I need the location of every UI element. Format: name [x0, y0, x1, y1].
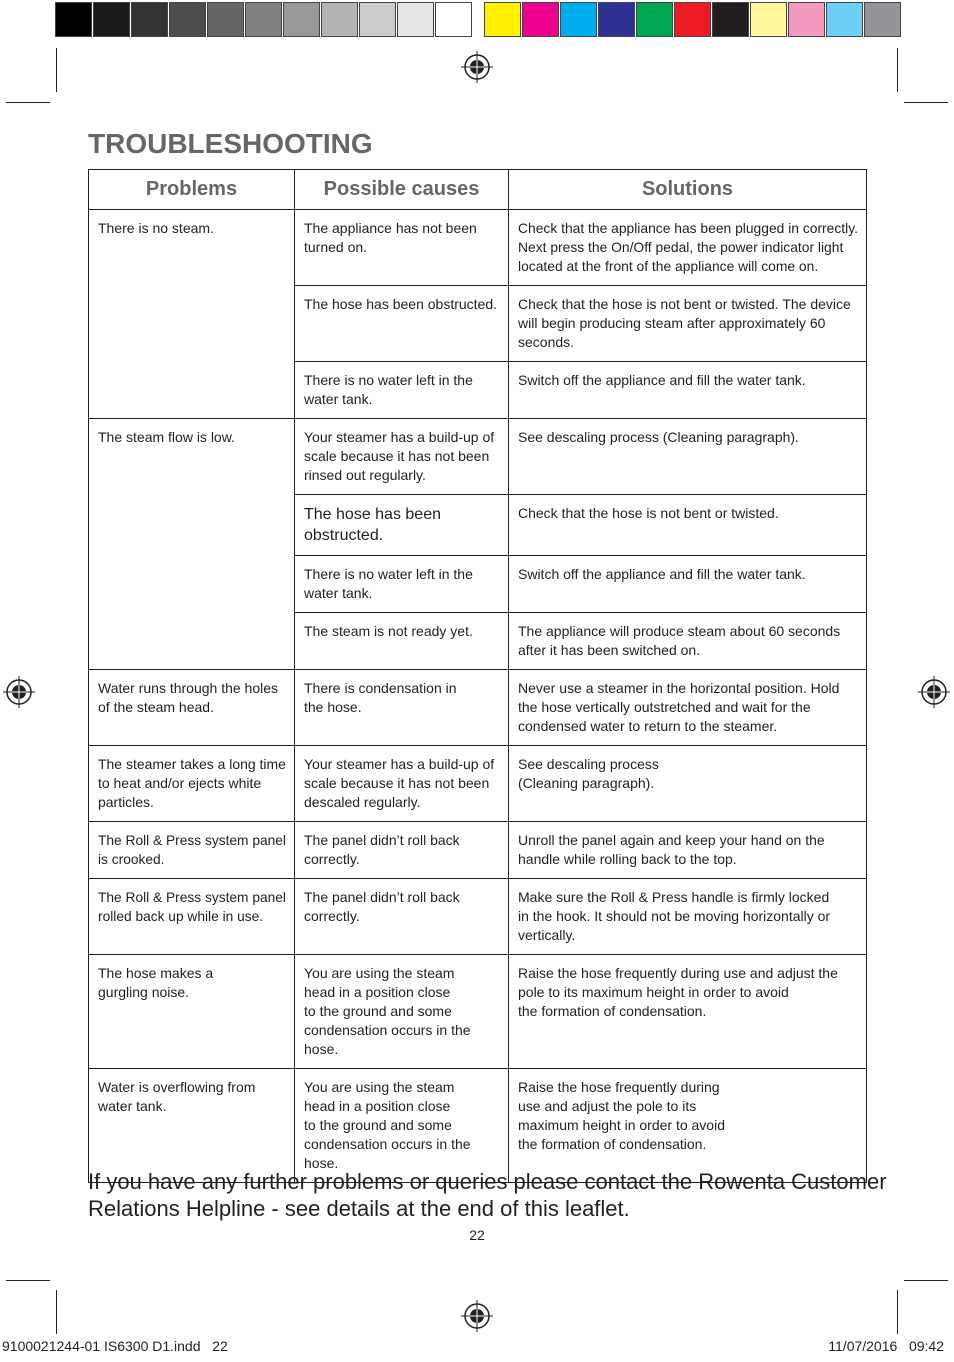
troubleshooting-table [88, 169, 867, 1183]
table-row [89, 879, 867, 955]
color-swatch [321, 2, 358, 37]
table-header-row [89, 170, 867, 210]
cause-cell: The panel didn’t roll back correctly. [295, 879, 509, 955]
crop-mark-bottom-left-v [56, 1290, 57, 1334]
color-swatch [750, 2, 787, 37]
color-swatch [522, 2, 559, 37]
cause-cell: The panel didn’t roll back correctly. [295, 822, 509, 879]
color-swatch [484, 2, 521, 37]
problem-cell: The hose makes a gurgling noise. [89, 955, 295, 1069]
cause-cell: The appliance has not been turned on. [295, 210, 509, 286]
registration-mark-bottom [461, 1300, 493, 1332]
table-row [89, 419, 867, 495]
registration-mark-top [461, 51, 493, 83]
cause-cell: There is no water left in the water tank. [295, 362, 509, 419]
cause-cell: There is no water left in the water tank. [295, 556, 509, 613]
solution-cell: See descaling process (Cleaning paragraph). [509, 746, 867, 822]
problem-cell: The Roll & Press system panel is crooked. [89, 822, 295, 879]
problem-cell: Water is overflowing from water tank. [89, 1069, 295, 1183]
solution-cell: Switch off the appliance and fill the water tank. [509, 556, 867, 613]
color-swatch [397, 2, 434, 37]
page-title: TROUBLESHOOTING [88, 128, 373, 159]
color-swatch [674, 2, 711, 37]
color-swatch [55, 2, 92, 37]
problem-cell: There is no steam. [89, 210, 295, 419]
solution-cell: The appliance will produce steam about 60 seconds after it has been switched on. [509, 613, 867, 670]
solution-cell: Raise the hose frequently during use and adjust the pole to its maximum height in order to avoid the formation of condensation. [509, 1069, 867, 1183]
crop-mark-top-left-v [56, 48, 57, 92]
solution-cell: Check that the hose is not bent or twisted. The device will begin producing steam after approximately 60 seconds. [509, 286, 867, 362]
color-swatch [712, 2, 749, 37]
solution-cell: Raise the hose frequently during use and adjust the pole to its maximum height in order to avoid the formation of condensation. [509, 955, 867, 1069]
color-swatch [169, 2, 206, 37]
registration-mark-right [918, 676, 950, 708]
table-row [89, 210, 867, 286]
cause-cell: Your steamer has a build-up of scale because it has not been rinsed out regularly. [295, 419, 509, 495]
process-color-bar [484, 2, 902, 39]
crop-mark-bottom-right-h [904, 1280, 948, 1281]
solution-cell: Check that the hose is not bent or twisted. [509, 495, 867, 556]
registration-mark-left [3, 676, 35, 708]
cause-cell: Your steamer has a build-up of scale because it has not been descaled regularly. [295, 746, 509, 822]
color-swatch [435, 2, 472, 37]
cause-cell: The hose has been obstructed. [295, 495, 509, 556]
table-row [89, 955, 867, 1069]
header-solutions: Solutions [509, 170, 867, 210]
table-row [89, 670, 867, 746]
contact-note: If you have any further problems or queries please contact the Rowenta Customer Relations Helpline - see details at the end of this leaflet. [88, 1169, 887, 1221]
solution-cell: Check that the appliance has been plugged in correctly. Next press the On/Off pedal, the power indicator light located at the front of the appliance will come on. [509, 210, 867, 286]
date-slug: 11/07/2016 09:42 [828, 1338, 944, 1354]
solution-cell: Never use a steamer in the horizontal position. Hold the hose vertically outstretched and wait for the condensed water to return to the steamer. [509, 670, 867, 746]
color-swatch [131, 2, 168, 37]
color-swatch [636, 2, 673, 37]
problem-cell: The steamer takes a long time to heat and/or ejects white particles. [89, 746, 295, 822]
color-swatch [283, 2, 320, 37]
color-swatch [826, 2, 863, 37]
crop-mark-top-right-h [904, 102, 948, 103]
solution-cell: See descaling process (Cleaning paragraph). [509, 419, 867, 495]
crop-mark-top-right-v [897, 48, 898, 92]
cause-cell: The steam is not ready yet. [295, 613, 509, 670]
solution-cell: Switch off the appliance and fill the water tank. [509, 362, 867, 419]
file-slug: 9100021244-01 IS6300 D1.indd 22 [2, 1338, 228, 1354]
header-problems: Problems [89, 170, 295, 210]
color-swatch [359, 2, 396, 37]
table-row [89, 746, 867, 822]
color-swatch [598, 2, 635, 37]
problem-cell: The steam flow is low. [89, 419, 295, 670]
problem-cell: Water runs through the holes of the steam head. [89, 670, 295, 746]
solution-cell: Make sure the Roll & Press handle is firmly locked in the hook. It should not be moving horizontally or vertically. [509, 879, 867, 955]
crop-mark-bottom-left-h [6, 1280, 50, 1281]
color-swatch [93, 2, 130, 37]
solution-cell: Unroll the panel again and keep your hand on the handle while rolling back to the top. [509, 822, 867, 879]
page-number: 22 [469, 1227, 485, 1243]
table-row [89, 822, 867, 879]
crop-mark-top-left-h [6, 102, 50, 103]
table-row [89, 1069, 867, 1183]
color-swatch [245, 2, 282, 37]
color-swatch [788, 2, 825, 37]
problem-cell: The Roll & Press system panel rolled back up while in use. [89, 879, 295, 955]
color-swatch [864, 2, 901, 37]
color-swatch [207, 2, 244, 37]
cause-cell: You are using the steam head in a position close to the ground and some condensation occurs in the hose. [295, 955, 509, 1069]
color-swatch [560, 2, 597, 37]
header-possible-causes: Possible causes [295, 170, 509, 210]
cause-cell: The hose has been obstructed. [295, 286, 509, 362]
cause-cell: There is condensation in the hose. [295, 670, 509, 746]
grayscale-color-bar [55, 2, 473, 39]
cause-cell: You are using the steam head in a position close to the ground and some condensation occurs in the hose. [295, 1069, 509, 1183]
crop-mark-bottom-right-v [897, 1290, 898, 1334]
